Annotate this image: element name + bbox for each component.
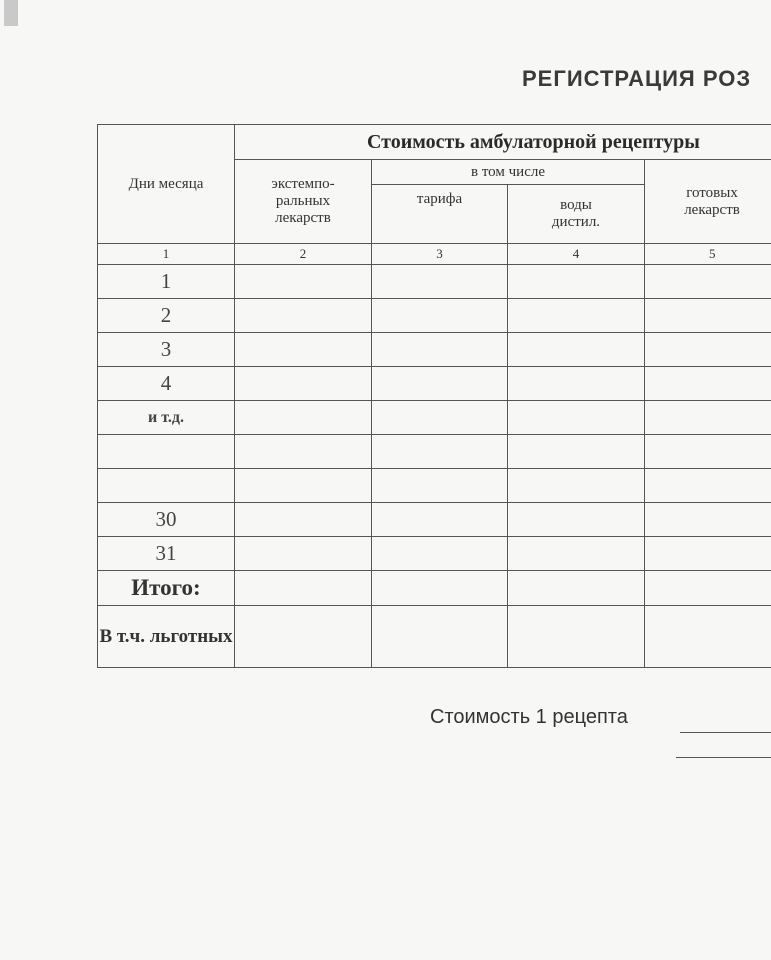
- header-distilled-water: воды дистил.: [508, 185, 645, 244]
- total-label: Итого:: [98, 571, 235, 606]
- data-cell[interactable]: [508, 299, 645, 333]
- day-cell: 3: [98, 333, 235, 367]
- data-cell[interactable]: [372, 503, 508, 537]
- header-including: в том числе: [372, 160, 645, 185]
- data-cell[interactable]: [235, 571, 372, 606]
- data-cell[interactable]: [235, 265, 372, 299]
- day-cell: [98, 469, 235, 503]
- data-cell[interactable]: [372, 606, 508, 668]
- table-row: [98, 401, 771, 435]
- data-cell[interactable]: [645, 367, 771, 401]
- data-cell[interactable]: [508, 333, 645, 367]
- recipe-cost-label: Стоимость 1 рецепта: [430, 706, 628, 728]
- data-cell[interactable]: [645, 606, 771, 668]
- data-cell[interactable]: [645, 537, 771, 571]
- data-cell[interactable]: [508, 401, 645, 435]
- day-cell: 30: [98, 503, 235, 537]
- data-cell[interactable]: [508, 435, 645, 469]
- table-row: [98, 367, 771, 401]
- header-tariff: тарифа: [372, 185, 508, 244]
- data-cell[interactable]: [645, 401, 771, 435]
- day-cell: [98, 435, 235, 469]
- preferential-label: В т.ч. льготных: [98, 606, 235, 668]
- page-title: РЕГИСТРАЦИЯ РОЗ: [522, 66, 752, 91]
- data-cell[interactable]: [235, 503, 372, 537]
- header-days-of-month: Дни месяца: [98, 125, 235, 244]
- data-cell[interactable]: [645, 299, 771, 333]
- table-row: [98, 265, 771, 299]
- data-cell[interactable]: [372, 299, 508, 333]
- data-cell[interactable]: [645, 333, 771, 367]
- table-row: [98, 537, 771, 571]
- table-row: [98, 435, 771, 469]
- table-row: [98, 469, 771, 503]
- day-cell: 31: [98, 537, 235, 571]
- data-cell[interactable]: [372, 537, 508, 571]
- column-number: 3: [372, 244, 508, 265]
- data-cell[interactable]: [372, 367, 508, 401]
- day-cell: и т.д.: [98, 401, 235, 435]
- data-cell[interactable]: [235, 401, 372, 435]
- data-cell[interactable]: [235, 469, 372, 503]
- data-cell[interactable]: [508, 571, 645, 606]
- column-number: 5: [645, 244, 771, 265]
- data-cell[interactable]: [235, 333, 372, 367]
- header-prescription-cost: Стоимость амбулаторной рецептуры: [235, 125, 771, 160]
- data-cell[interactable]: [645, 469, 771, 503]
- data-cell[interactable]: [235, 299, 372, 333]
- total-row: [98, 571, 771, 606]
- data-cell[interactable]: [508, 537, 645, 571]
- data-cell[interactable]: [235, 606, 372, 668]
- data-cell[interactable]: [235, 435, 372, 469]
- data-cell[interactable]: [372, 333, 508, 367]
- day-cell: 2: [98, 299, 235, 333]
- data-cell[interactable]: [645, 503, 771, 537]
- column-number: 4: [508, 244, 645, 265]
- data-cell[interactable]: [235, 537, 372, 571]
- column-number: 2: [235, 244, 372, 265]
- data-cell[interactable]: [508, 367, 645, 401]
- data-cell[interactable]: [508, 503, 645, 537]
- data-cell[interactable]: [508, 469, 645, 503]
- data-cell[interactable]: [372, 435, 508, 469]
- data-cell[interactable]: [645, 571, 771, 606]
- header-extemporaneous-drugs: экстемпо-ральных лекарств: [235, 160, 372, 244]
- table-row: [98, 299, 771, 333]
- data-cell[interactable]: [235, 367, 372, 401]
- signature-blank-line[interactable]: [676, 757, 771, 758]
- data-cell[interactable]: [372, 265, 508, 299]
- registration-table: [97, 124, 771, 668]
- table-row: [98, 503, 771, 537]
- data-cell[interactable]: [645, 435, 771, 469]
- data-cell[interactable]: [508, 606, 645, 668]
- table-row: [98, 333, 771, 367]
- column-number: 1: [98, 244, 235, 265]
- header-ready-drugs: готовых лекарств: [645, 160, 771, 244]
- registration-table-wrapper: [97, 124, 771, 674]
- preferential-row: [98, 606, 771, 668]
- data-cell[interactable]: [645, 265, 771, 299]
- column-numbers-row: [98, 244, 771, 265]
- data-cell[interactable]: [508, 265, 645, 299]
- corner-mark: [4, 0, 18, 26]
- data-cell[interactable]: [372, 469, 508, 503]
- recipe-cost-blank-line[interactable]: [680, 732, 771, 733]
- day-cell: 1: [98, 265, 235, 299]
- day-cell: 4: [98, 367, 235, 401]
- data-cell[interactable]: [372, 401, 508, 435]
- data-cell[interactable]: [372, 571, 508, 606]
